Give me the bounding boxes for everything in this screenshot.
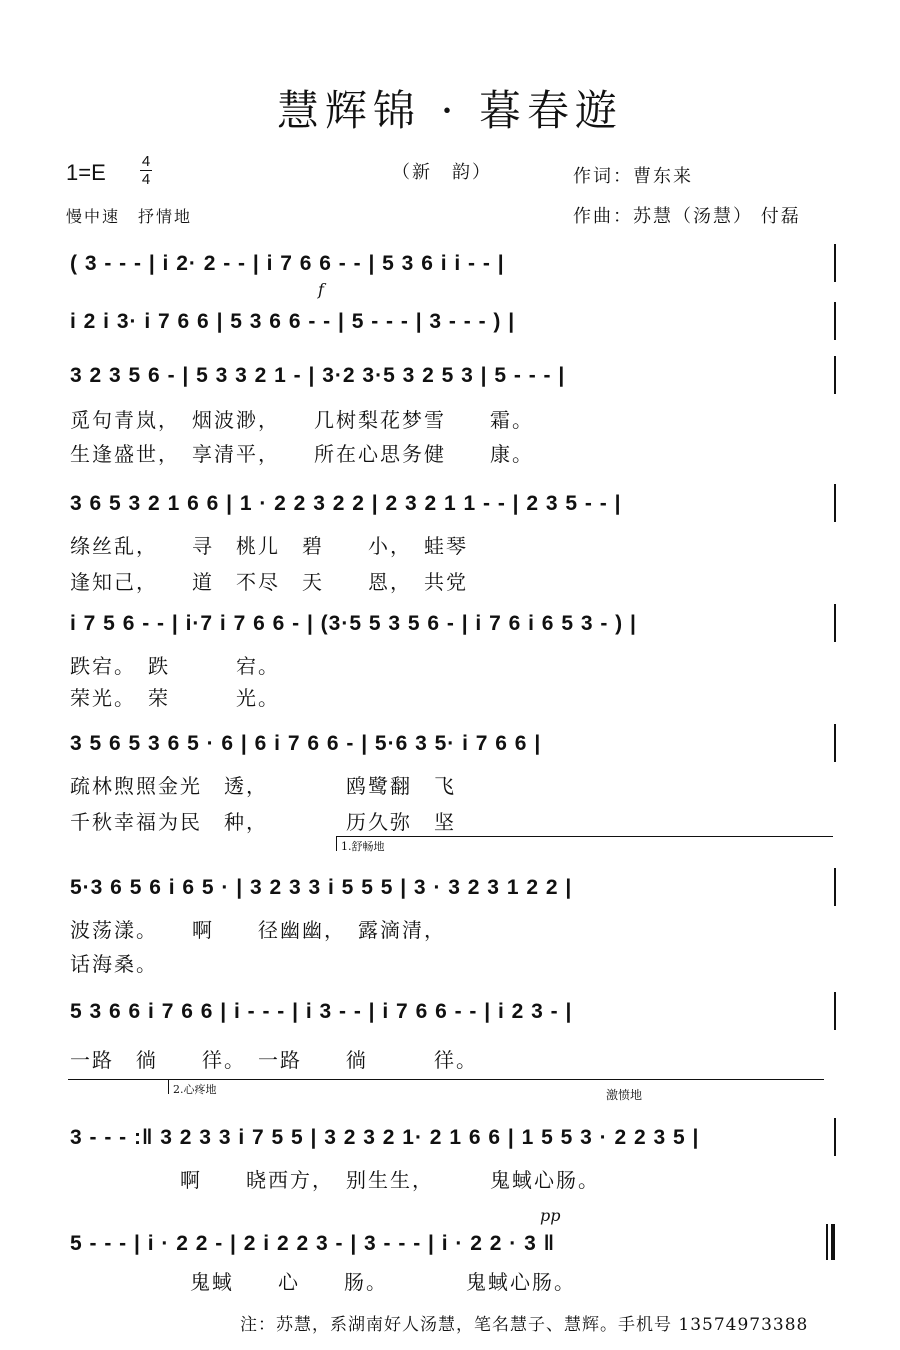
lyric-line-2: 生逢盛世， 享清平， 所在心思务健 康。 [70, 442, 534, 466]
barline [834, 484, 836, 522]
time-signature [138, 154, 154, 187]
volta-bracket-2 [168, 1080, 259, 1094]
final-barline-thin [826, 1224, 828, 1260]
lyric-line-1: 鬼蜮 心 肠。 鬼蜮心肠。 [190, 1270, 576, 1294]
barline [834, 356, 836, 394]
staff-notes: 5 - - - | i · 2 2 - | 2 i 2 2 3 - | 3 - - - | i · 2 2 · 3 ‖ [70, 1232, 556, 1255]
volta-bracket-1 [336, 836, 833, 851]
time-signature-numerator: 4 [141, 153, 151, 170]
staff-notes: 3 - - - :‖ 3 2 3 3 i 7 5 5 | 3 2 3 2 1· 2 1 6 6 | 1 5 5 3 · 2 2 3 5 | [70, 1126, 700, 1149]
barline [834, 302, 836, 340]
barline [834, 1118, 836, 1156]
subtitle: （新 韵） [392, 162, 492, 183]
staff-notes: i 2 i 3· i 7 6 6 | 5 3 6 6 - - | 5 - - - | 3 - - - ) | [70, 310, 516, 333]
final-barline-thick [831, 1224, 835, 1260]
lyric-line-1: 波荡漾。 啊 径幽幽， 露滴清， [70, 918, 446, 942]
song-title: 慧辉锦 · 暮春遊 [276, 86, 624, 135]
staff-notes: i 7 5 6 - - | i·7 i 7 6 6 - | (3·5 5 3 5 6 - | i 7 6 i 6 5 3 - ) | [70, 612, 637, 635]
tempo-marking: 慢中速 抒情地 [66, 207, 193, 226]
lyric-line-1: 跌宕。 跌 宕。 [70, 654, 280, 678]
lyric-line-2: 逢知己， 道 不尽 天 恩， 共党 [70, 570, 468, 594]
lyric-line-1: 一路 徜 徉。 一路 徜 徉。 [70, 1048, 478, 1072]
staff-notes: 3 6 5 3 2 1 6 6 | 1 · 2 2 3 2 2 | 2 3 2 1 1 - - | 2 3 5 - - | [70, 492, 622, 515]
lyric-line-1: 啊 晓西方， 别生生， 鬼蜮心肠。 [180, 1168, 600, 1192]
key-signature: 1=E [66, 160, 106, 185]
lyricist: 作词：曹东来 [573, 166, 693, 187]
lyric-line-2: 千秋幸福为民 种， 历久弥 坚 [70, 810, 456, 834]
dynamic-mark: pp [540, 1206, 561, 1225]
staff-notes: 3 5 6 5 3 6 5 · 6 | 6 i 7 6 6 - | 5·6 3 5· i 7 6 6 | [70, 732, 542, 755]
barline [834, 604, 836, 642]
volta-2-label: 2.心疼地 [173, 1083, 217, 1096]
barline [834, 244, 836, 282]
barline [834, 868, 836, 906]
volta-1-label: 1.舒畅地 [341, 840, 385, 853]
staff-notes: 5 3 6 6 i 7 6 6 | i - - - | i 3 - - | i 7 6 6 - - | i 2 3 - | [70, 1000, 573, 1023]
barline [834, 992, 836, 1030]
staff-notes: ( 3 - - - | i 2· 2 - - | i 7 6 6 - - | 5 3 6 i i - - | [70, 252, 505, 275]
expression-mark: 激愤地 [606, 1088, 643, 1102]
lyric-line-1: 疏林煦照金光 透， 鸥鹭翻 飞 [70, 774, 456, 798]
staff-notes: 5·3 6 5 6 i 6 5 · | 3 2 3 3 i 5 5 5 | 3 · 3 2 3 1 2 2 | [70, 876, 573, 899]
lyric-line-1: 觅句青岚， 烟波渺， 几树梨花梦雪 霜。 [70, 408, 534, 432]
lyric-line-2: 话海桑。 [70, 952, 158, 976]
staff-notes: 3 2 3 5 6 - | 5 3 3 2 1 - | 3·2 3·5 3 2 5 3 | 5 - - - | [70, 364, 566, 387]
lyric-line-2: 荣光。 荣 光。 [70, 686, 280, 710]
barline [834, 724, 836, 762]
lyric-line-1: 绦丝乱， 寻 桃儿 碧 小， 蛙琴 [70, 534, 468, 558]
composer: 作曲：苏慧（汤慧） 付磊 [573, 206, 801, 227]
footer-note: 注：苏慧，系湖南好人汤慧，笔名慧子、慧辉。手机号 13574973388 [240, 1315, 809, 1335]
time-signature-denominator: 4 [141, 171, 151, 188]
dynamic-mark: f [318, 280, 324, 299]
